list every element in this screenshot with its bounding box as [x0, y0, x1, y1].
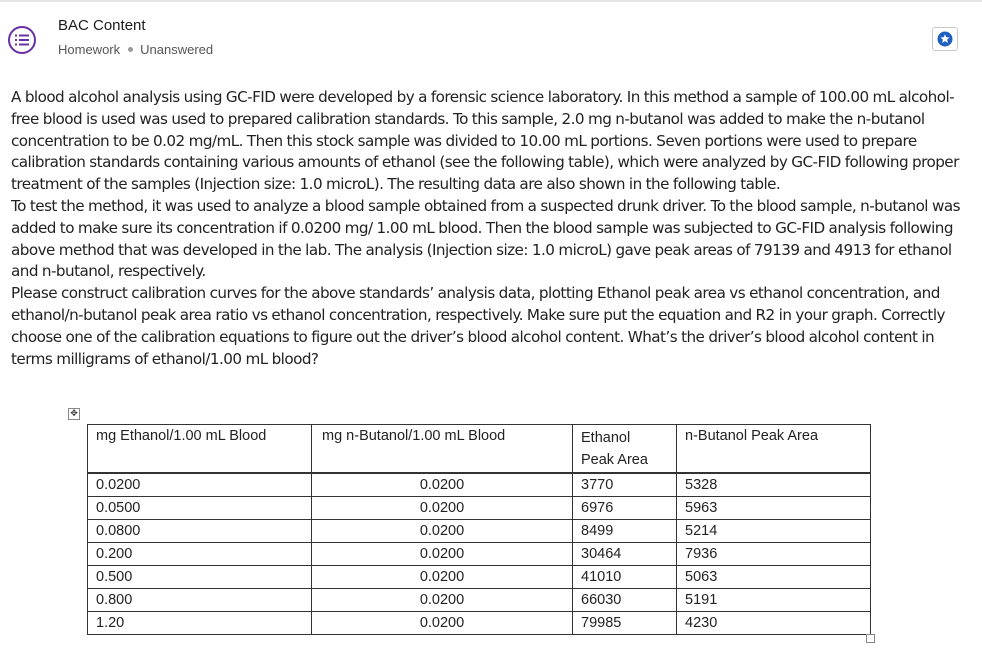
table-row — [88, 566, 871, 589]
favorite-button[interactable] — [932, 27, 958, 51]
header-ethanol-area-line2: Peak Area — [581, 452, 648, 468]
cell-butanol-area: 5191 — [677, 589, 871, 612]
header-ethanol-mg: mg Ethanol/1.00 mL Blood — [88, 425, 312, 474]
cell-butanol-mg: 0.0200 — [312, 543, 573, 566]
header-ethanol-area — [573, 425, 677, 474]
cell-ethanol-mg: 0.0500 — [88, 497, 312, 520]
cell-butanol-area: 4230 — [677, 612, 871, 635]
table-header-row — [88, 425, 871, 474]
cell-ethanol-mg: 0.0200 — [88, 473, 312, 497]
status-label: Unanswered — [140, 42, 214, 57]
cell-ethanol-mg: 1.20 — [88, 612, 312, 635]
cell-butanol-mg: 0.0200 — [312, 473, 573, 497]
list-icon[interactable] — [8, 26, 36, 54]
star-icon — [937, 31, 953, 47]
cell-ethanol-mg: 0.200 — [88, 543, 312, 566]
question-meta — [58, 42, 213, 57]
cell-ethanol-mg: 0.0800 — [88, 520, 312, 543]
cell-ethanol-area: 6976 — [573, 497, 677, 520]
cell-butanol-area: 7936 — [677, 543, 871, 566]
separator-dot — [128, 47, 133, 52]
table-row — [88, 589, 871, 612]
cell-butanol-area: 5328 — [677, 473, 871, 497]
table-resize-handle[interactable] — [866, 634, 875, 643]
cell-ethanol-area: 79985 — [573, 612, 677, 635]
cell-ethanol-area: 30464 — [573, 543, 677, 566]
category-label: Homework — [58, 42, 121, 57]
page-title: BAC Content — [58, 17, 146, 34]
table-move-handle[interactable]: ✥ — [68, 408, 80, 420]
table-row — [88, 612, 871, 635]
table-row — [88, 473, 871, 497]
question-body — [11, 87, 961, 370]
cell-ethanol-area: 3770 — [573, 473, 677, 497]
cell-ethanol-mg: 0.500 — [88, 566, 312, 589]
cell-ethanol-area: 41010 — [573, 566, 677, 589]
table-row — [88, 497, 871, 520]
question-paragraph: To test the method, it was used to analyze a blood sample obtained from a suspected drunk driver. To the blood sample, n-butanol was added to make sure its concentration if 0.0200 mg/ 1.00 mL blood. Then the blood sample was subjected to GC-FID analysis following above method that was developed in the lab. The analysis (Injection size: 1.0 microL) gave peak areas of 79139 and 4913 for ethanol and n-butanol, respectively. — [11, 196, 960, 281]
cell-butanol-mg: 0.0200 — [312, 497, 573, 520]
table-row — [88, 543, 871, 566]
question-paragraph: A blood alcohol analysis using GC-FID were developed by a forensic science laboratory. In this method a sample of 100.00 mL alcohol-free blood is used was used to prepared calibration standards. To this sample, 2.0 mg n-butanol was added to make the n-butanol concentration to be 0.02 mg/mL. Then this stock sample was divided to 10.00 mL portions. Seven portions were used to prepare calibration standards containing various amounts of ethanol (see the following table), which were analyzed by GC-FID following proper treatment of the samples (Injection size: 1.0 microL). The resulting data are also shown in the following table. — [11, 88, 959, 194]
cell-butanol-area: 5214 — [677, 520, 871, 543]
cell-ethanol-mg: 0.800 — [88, 589, 312, 612]
cell-butanol-mg: 0.0200 — [312, 520, 573, 543]
question-header — [0, 0, 982, 70]
cell-butanol-mg: 0.0200 — [312, 566, 573, 589]
cell-ethanol-area: 66030 — [573, 589, 677, 612]
table-row — [88, 520, 871, 543]
cell-butanol-area: 5963 — [677, 497, 871, 520]
cell-butanol-mg: 0.0200 — [312, 589, 573, 612]
header-ethanol-area-line1: Ethanol — [581, 430, 631, 446]
cell-ethanol-area: 8499 — [573, 520, 677, 543]
cell-butanol-area: 5063 — [677, 566, 871, 589]
calibration-table — [87, 424, 871, 635]
header-butanol-mg: mg n-Butanol/1.00 mL Blood — [312, 425, 573, 474]
cell-butanol-mg: 0.0200 — [312, 612, 573, 635]
header-butanol-area: n-Butanol Peak Area — [677, 425, 871, 474]
question-paragraph: Please construct calibration curves for the above standards’ analysis data, plotting Ethanol peak area vs ethanol concentration, and ethanol/n-butanol peak area ratio vs ethanol concentration, respectively. Make sure put the equation and R2 in your graph. Correctly choose one of the calibration equations to figure out the driver’s blood alcohol content. What’s the driver’s blood alcohol content in terms milligrams of ethanol/1.00 mL blood? — [11, 284, 945, 368]
